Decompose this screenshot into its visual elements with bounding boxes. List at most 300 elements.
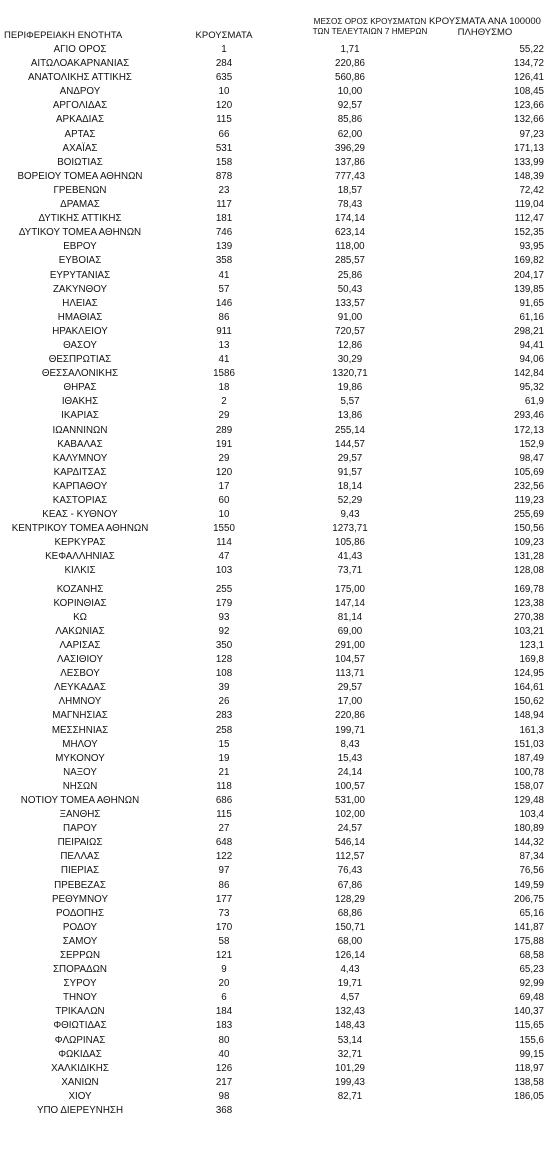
cell-cases: 283: [215, 710, 233, 722]
table-row: [0, 864, 560, 878]
cell-cases: 911: [216, 325, 232, 337]
cell-cases: 66: [218, 128, 230, 140]
table-row: [0, 395, 560, 409]
cell-seven-day-average: 1,71: [340, 44, 360, 55]
cell-cases: 114: [216, 537, 232, 549]
cell-per-100000: 98,47: [519, 452, 544, 464]
cell-seven-day-average: 623,14: [335, 227, 365, 239]
cell-cases: 15: [218, 738, 230, 750]
cell-per-100000: 91,65: [519, 297, 544, 309]
cell-region: ΑΝΑΤΟΛΙΚΗΣ ΑΤΤΙΚΗΣ: [28, 72, 132, 84]
cell-region: ΧΑΝΙΩΝ: [61, 1076, 99, 1088]
cell-seven-day-average: 285,57: [335, 255, 365, 267]
table-row: [0, 836, 560, 850]
cell-seven-day-average: 1273,71: [332, 523, 368, 535]
cell-region: ΒΟΙΩΤΙΑΣ: [57, 156, 103, 168]
cell-region: ΑΡΓΟΛΙΔΑΣ: [52, 100, 108, 112]
cell-per-100000: 61,9: [524, 396, 544, 408]
cell-region: ΑΧΑΪΑΣ: [62, 142, 98, 154]
cell-seven-day-average: 25,86: [337, 269, 363, 281]
cell-region: ΣΕΡΡΩΝ: [59, 950, 101, 961]
cell-cases: 29: [218, 452, 230, 464]
cell-per-100000: 132,66: [514, 114, 544, 126]
cell-region: ΓΡΕΒΕΝΩΝ: [53, 184, 107, 196]
table-row: [0, 597, 560, 611]
table-row: [0, 752, 560, 766]
cell-seven-day-average: 50,43: [337, 283, 363, 295]
table-row: [0, 297, 560, 311]
table-row: [0, 283, 560, 297]
cell-seven-day-average: 128,29: [335, 893, 365, 905]
table-row: [0, 1005, 560, 1019]
cell-cases: 1: [221, 44, 227, 55]
cell-cases: 121: [215, 950, 233, 961]
cell-seven-day-average: 24,57: [337, 823, 363, 835]
cell-region: ΦΩΚΙΔΑΣ: [58, 1048, 102, 1060]
cell-cases: 170: [215, 921, 233, 933]
cell-seven-day-average: 91,57: [337, 466, 363, 478]
cell-cases: 10: [218, 86, 230, 98]
cell-region: ΠΡΕΒΕΖΑΣ: [54, 879, 106, 891]
table-row: [0, 780, 560, 794]
cell-per-100000: 133,99: [514, 156, 544, 168]
table-row: [0, 452, 560, 466]
cell-seven-day-average: 9,43: [340, 509, 360, 521]
table-row: [0, 466, 560, 480]
cell-cases: 146: [215, 297, 233, 309]
cell-seven-day-average: 67,86: [337, 879, 363, 891]
cell-seven-day-average: 82,71: [337, 1090, 363, 1102]
cell-per-100000: 270,38: [514, 611, 544, 623]
cell-seven-day-average: 18,57: [337, 184, 363, 196]
cell-cases: 118: [216, 780, 232, 792]
cell-seven-day-average: 150,71: [335, 921, 365, 933]
cell-seven-day-average: 29,57: [337, 682, 363, 694]
table-row: [0, 1019, 560, 1033]
cell-cases: 368: [215, 1105, 233, 1117]
cell-region: ΣΥΡΟΥ: [63, 978, 97, 990]
cell-seven-day-average: 4,43: [340, 964, 360, 976]
table-row: [0, 583, 560, 597]
cell-per-100000: 129,48: [514, 794, 544, 806]
cell-region: ΖΑΚΥΝΘΟΥ: [52, 283, 108, 295]
table-row: [0, 522, 560, 536]
cell-seven-day-average: 220,86: [335, 710, 365, 722]
cell-per-100000: 142,84: [514, 368, 544, 380]
cell-per-100000: 94,06: [519, 354, 544, 366]
cell-per-100000: 123,1: [519, 639, 544, 651]
cell-region: ΚΑΡΔΙΤΣΑΣ: [53, 466, 107, 478]
cell-region: ΘΕΣΠΡΩΤΙΑΣ: [48, 354, 112, 366]
cell-seven-day-average: 1320,71: [332, 368, 368, 380]
table-row: [0, 564, 560, 578]
cell-cases: 1586: [213, 368, 235, 380]
cell-cases: 21: [218, 766, 230, 778]
table-row: [0, 212, 560, 226]
cell-seven-day-average: 76,43: [337, 865, 363, 877]
cell-region: ΛΕΣΒΟΥ: [60, 668, 100, 680]
table-row: [0, 128, 560, 142]
cell-seven-day-average: 62,00: [337, 128, 363, 140]
cell-per-100000: 87,34: [519, 851, 544, 863]
cell-cases: 126: [215, 1062, 233, 1074]
cell-per-100000: 123,38: [514, 597, 544, 609]
cell-per-100000: 119,23: [514, 495, 544, 506]
table-row: [0, 71, 560, 85]
table-row: [0, 921, 560, 935]
cell-cases: 40: [218, 1048, 230, 1060]
cell-per-100000: 95,32: [519, 382, 544, 394]
cell-seven-day-average: 126,14: [335, 950, 365, 961]
cell-seven-day-average: 137,86: [335, 156, 365, 168]
cell-cases: 103: [215, 565, 233, 577]
cell-cases: 23: [218, 184, 230, 196]
table-row: [0, 156, 560, 170]
cell-region: ΔΡΑΜΑΣ: [60, 199, 100, 211]
cell-per-100000: 68,58: [519, 950, 544, 961]
table-row: [0, 879, 560, 893]
table-row: [0, 808, 560, 822]
cell-seven-day-average: 175,00: [335, 583, 365, 595]
cell-cases: 1550: [213, 523, 235, 535]
table-row: [0, 991, 560, 1005]
cell-region: ΝΑΞΟΥ: [63, 766, 97, 778]
cell-cases: 10: [218, 509, 230, 521]
cell-cases: 97: [218, 865, 230, 877]
cell-seven-day-average: 101,29: [335, 1062, 365, 1074]
table-row: [0, 653, 560, 667]
cell-per-100000: 109,23: [514, 537, 544, 549]
cell-region: ΑΡΤΑΣ: [64, 128, 96, 140]
cell-cases: 115: [216, 809, 232, 821]
table-row: [0, 367, 560, 381]
cell-seven-day-average: 546,14: [335, 837, 365, 849]
cell-cases: 17: [218, 480, 230, 492]
cell-region: ΚΕΦΑΛΛΗΝΙΑΣ: [45, 551, 115, 563]
cell-per-100000: 76,56: [519, 865, 544, 877]
cell-cases: 350: [215, 639, 233, 651]
cell-cases: 2: [221, 396, 227, 408]
cell-cases: 41: [218, 269, 230, 281]
cell-region: ΧΑΛΚΙΔΙΚΗΣ: [51, 1062, 109, 1074]
cell-seven-day-average: 220,86: [335, 58, 365, 70]
cell-region: ΘΕΣΣΑΛΟΝΙΚΗΣ: [41, 368, 119, 380]
cell-region: ΗΡΑΚΛΕΙΟΥ: [52, 325, 108, 337]
table-row: [0, 536, 560, 550]
table-row: [0, 907, 560, 921]
cell-cases: 179: [215, 597, 233, 609]
cell-region: ΔΥΤΙΚΗΣ ΑΤΤΙΚΗΣ: [38, 213, 122, 225]
table-row: [0, 339, 560, 353]
cell-per-100000: 172,13: [514, 424, 544, 436]
table-row: [0, 709, 560, 723]
cell-seven-day-average: 24,14: [337, 766, 363, 778]
cell-per-100000: 204,17: [514, 269, 544, 281]
cell-cases: 9: [221, 964, 227, 976]
cell-cases: 86: [218, 311, 230, 323]
header-per-100000: [415, 16, 555, 38]
table-row: [0, 113, 560, 127]
cell-region: ΣΠΟΡΑΔΩΝ: [52, 964, 108, 976]
cell-seven-day-average: 19,71: [337, 978, 363, 990]
cell-per-100000: 139,85: [514, 283, 544, 295]
cell-per-100000: 171,13: [514, 142, 544, 154]
cell-per-100000: 65,23: [519, 964, 544, 976]
cell-seven-day-average: 105,86: [335, 537, 365, 549]
cell-per-100000: 164,61: [514, 682, 544, 694]
cell-cases: 47: [218, 551, 230, 563]
table-row: [0, 935, 560, 949]
cell-cases: 120: [215, 100, 233, 112]
cell-per-100000: 134,72: [514, 58, 544, 70]
cell-cases: 878: [215, 170, 233, 182]
cell-region: ΤΗΝΟΥ: [63, 992, 97, 1004]
cell-per-100000: 124,95: [514, 668, 544, 680]
cell-per-100000: 293,46: [514, 410, 544, 422]
cell-seven-day-average: 777,43: [335, 170, 365, 182]
cell-per-100000: 115,65: [514, 1020, 544, 1032]
cell-per-100000: 100,78: [514, 766, 544, 778]
cell-seven-day-average: 132,43: [335, 1006, 365, 1018]
cell-region: ΚΑΛΥΜΝΟΥ: [52, 452, 108, 464]
cell-per-100000: 150,62: [514, 696, 544, 708]
cell-cases: 258: [215, 724, 233, 736]
cell-cases: 120: [215, 466, 233, 478]
cell-seven-day-average: 32,71: [337, 1048, 363, 1060]
cell-region: ΚΕΡΚΥΡΑΣ: [54, 537, 106, 549]
cell-seven-day-average: 68,00: [337, 935, 363, 947]
table-row: [0, 424, 560, 438]
cell-cases: 122: [215, 851, 233, 863]
cell-seven-day-average: 255,14: [335, 424, 365, 436]
cell-region: ΧΙΟΥ: [68, 1090, 92, 1102]
cell-per-100000: 138,58: [514, 1076, 544, 1088]
cell-per-100000: 65,16: [519, 907, 544, 919]
cell-region: ΚΑΣΤΟΡΙΑΣ: [52, 495, 108, 506]
cell-per-100000: 112,47: [514, 213, 544, 225]
cell-region: ΜΗΛΟΥ: [62, 738, 98, 750]
cell-seven-day-average: 104,57: [335, 654, 365, 666]
cell-per-100000: 161,3: [519, 724, 544, 736]
table-row: [0, 254, 560, 268]
cell-region: ΠΑΡΟΥ: [63, 823, 97, 835]
cell-region: ΚΑΡΠΑΘΟΥ: [52, 480, 108, 492]
table-row: [0, 550, 560, 564]
cell-region: ΞΑΝΘΗΣ: [59, 809, 101, 821]
cell-per-100000: 148,94: [514, 710, 544, 722]
table-row: [0, 695, 560, 709]
header-avg-line-1: ΜΕΣΟΣ ΟΡΟΣ ΚΡΟΥΣΜΑΤΩΝ: [313, 17, 427, 26]
table-row: [0, 766, 560, 780]
cell-seven-day-average: 720,57: [335, 325, 365, 337]
table-row: [0, 438, 560, 452]
cell-seven-day-average: 52,29: [337, 495, 363, 506]
cell-per-100000: 119,04: [514, 199, 544, 211]
cell-seven-day-average: 85,86: [337, 114, 363, 126]
table-row: [0, 325, 560, 339]
cell-per-100000: 158,07: [514, 780, 544, 792]
cell-cases: 29: [218, 410, 230, 422]
cell-cases: 58: [218, 935, 230, 947]
cell-region: ΚΑΒΑΛΑΣ: [57, 438, 103, 450]
cell-cases: 80: [218, 1034, 230, 1046]
cell-cases: 358: [215, 255, 233, 267]
cell-cases: 20: [218, 978, 230, 990]
cell-per-100000: 155,6: [519, 1034, 544, 1046]
cell-per-100000: 187,49: [514, 752, 544, 764]
cell-region: ΛΗΜΝΟΥ: [58, 696, 102, 708]
cell-per-100000: 92,99: [519, 978, 544, 990]
cell-per-100000: 72,42: [519, 184, 544, 196]
cell-cases: 686: [215, 794, 233, 806]
cell-seven-day-average: 78,43: [337, 199, 363, 211]
cell-seven-day-average: 91,00: [337, 311, 363, 323]
cell-cases: 183: [215, 1020, 233, 1032]
table-row: [0, 226, 560, 240]
table-row: [0, 198, 560, 212]
cell-region: ΛΑΡΙΣΑΣ: [59, 639, 101, 651]
cell-cases: 648: [215, 837, 233, 849]
cell-region: ΗΛΕΙΑΣ: [62, 297, 98, 309]
cell-cases: 284: [215, 58, 233, 70]
cell-seven-day-average: 19,86: [337, 382, 363, 394]
cell-per-100000: 93,95: [519, 241, 544, 253]
cell-region: ΜΥΚΟΝΟΥ: [55, 752, 105, 764]
cell-cases: 181: [215, 213, 233, 225]
cell-seven-day-average: 8,43: [340, 738, 360, 750]
header-cases: ΚΡΟΥΣΜΑΤΑ: [195, 30, 253, 41]
cell-per-100000: 180,89: [514, 823, 544, 835]
cell-per-100000: 108,45: [514, 86, 544, 98]
cell-seven-day-average: 396,29: [335, 142, 365, 154]
table-row: [0, 893, 560, 907]
cell-cases: 57: [218, 283, 230, 295]
cell-region: ΒΟΡΕΙΟΥ ΤΟΜΕΑ ΑΘΗΝΩΝ: [17, 170, 143, 182]
cell-cases: 191: [215, 438, 233, 450]
table-row: [0, 240, 560, 254]
cell-seven-day-average: 18,14: [337, 480, 363, 492]
cell-region: ΡΕΘΥΜΝΟΥ: [52, 893, 108, 905]
cell-region: ΥΠΟ ΔΙΕΡΕΥΝΗΣΗ: [36, 1105, 124, 1117]
header-per-line-2: ΠΛΗΘΥΣΜΟ: [457, 27, 513, 38]
cell-seven-day-average: 291,00: [335, 639, 365, 651]
cell-per-100000: 141,87: [514, 921, 544, 933]
cell-cases: 255: [215, 583, 233, 595]
cell-region: ΠΕΙΡΑΙΩΣ: [57, 837, 103, 849]
table-row: [0, 1062, 560, 1076]
cell-region: ΦΛΩΡΙΝΑΣ: [54, 1034, 106, 1046]
table-row: [0, 1090, 560, 1104]
table-row: [0, 480, 560, 494]
cell-per-100000: 97,23: [519, 128, 544, 140]
cell-cases: 6: [221, 992, 227, 1004]
table-row: [0, 1034, 560, 1048]
cell-cases: 39: [218, 682, 230, 694]
table-row: [0, 269, 560, 283]
cell-region: ΙΘΑΚΗΣ: [61, 396, 99, 408]
cell-region: ΕΒΡΟΥ: [63, 241, 97, 253]
table-row: [0, 142, 560, 156]
cell-region: ΜΑΓΝΗΣΙΑΣ: [52, 710, 108, 722]
cell-seven-day-average: 15,43: [337, 752, 363, 764]
header-avg-line-2: ΤΩΝ ΤΕΛΕΥΤΑΙΩΝ 7 ΗΜΕΡΩΝ: [312, 27, 428, 36]
cell-region: ΝΗΣΩΝ: [62, 780, 98, 792]
cell-cases: 73: [218, 907, 230, 919]
table-row: [0, 99, 560, 113]
cell-region: ΕΥΒΟΙΑΣ: [58, 255, 102, 267]
cell-cases: 98: [218, 1090, 230, 1102]
cell-region: ΚΕΑΣ - ΚΥΘΝΟΥ: [42, 509, 118, 521]
table-row: [0, 949, 560, 963]
cell-seven-day-average: 68,86: [337, 907, 363, 919]
cell-per-100000: 169,82: [514, 255, 544, 267]
cell-seven-day-average: 5,57: [340, 396, 360, 408]
cell-seven-day-average: 17,00: [337, 696, 363, 708]
cell-cases: 19: [218, 752, 230, 764]
cell-region: ΦΘΙΩΤΙΔΑΣ: [53, 1020, 107, 1032]
cell-seven-day-average: 29,57: [337, 452, 363, 464]
cell-cases: 139: [215, 241, 233, 253]
cell-cases: 117: [216, 199, 232, 211]
table-row: [0, 1104, 560, 1118]
header-per-line-1: ΚΡΟΥΣΜΑΤΑ ΑΝΑ 100000: [429, 16, 541, 27]
cell-per-100000: 152,35: [514, 227, 544, 239]
cell-per-100000: 118,97: [514, 1062, 544, 1074]
cell-seven-day-average: 10,00: [337, 86, 363, 98]
table-row: [0, 681, 560, 695]
cell-cases: 635: [215, 72, 233, 84]
cell-cases: 531: [215, 142, 233, 154]
cell-region: ΙΚΑΡΙΑΣ: [61, 410, 99, 422]
cell-seven-day-average: 69,00: [337, 625, 363, 637]
cell-seven-day-average: 102,00: [335, 809, 365, 821]
table-row: [0, 963, 560, 977]
cell-region: ΑΙΤΩΛΟΑΚΑΡΝΑΝΙΑΣ: [30, 58, 130, 70]
table-row: [0, 724, 560, 738]
cell-region: ΡΟΔΟΥ: [62, 921, 98, 933]
cell-cases: 108: [215, 668, 233, 680]
cell-cases: 177: [215, 893, 233, 905]
cell-region: ΕΥΡΥΤΑΝΙΑΣ: [49, 269, 111, 281]
cell-seven-day-average: 560,86: [335, 72, 365, 84]
cell-cases: 217: [215, 1076, 233, 1088]
cell-seven-day-average: 531,00: [335, 794, 365, 806]
cell-region: ΤΡΙΚΑΛΩΝ: [55, 1006, 105, 1018]
cell-seven-day-average: 12,86: [337, 339, 363, 351]
cell-seven-day-average: 112,57: [335, 851, 365, 863]
cell-per-100000: 206,75: [514, 893, 544, 905]
cell-seven-day-average: 113,71: [335, 668, 365, 680]
cell-cases: 115: [216, 114, 232, 126]
table-row: [0, 738, 560, 752]
cell-seven-day-average: 118,00: [335, 241, 365, 253]
cell-region: ΚΙΛΚΙΣ: [64, 565, 96, 577]
cell-region: ΛΑΚΩΝΙΑΣ: [55, 625, 105, 637]
cell-cases: 92: [218, 625, 230, 637]
cell-seven-day-average: 81,14: [337, 611, 363, 623]
table-row: [0, 794, 560, 808]
cell-per-100000: 175,88: [514, 935, 544, 947]
cell-seven-day-average: 199,43: [335, 1076, 365, 1088]
cell-region: ΑΝΔΡΟΥ: [59, 86, 101, 98]
table-row: [0, 977, 560, 991]
cell-cases: 158: [215, 156, 233, 168]
cell-seven-day-average: 30,29: [337, 354, 363, 366]
cell-region: ΔΥΤΙΚΟΥ ΤΟΜΕΑ ΑΘΗΝΩΝ: [18, 227, 142, 239]
cell-region: ΡΟΔΟΠΗΣ: [55, 907, 105, 919]
cell-seven-day-average: 41,43: [337, 551, 363, 563]
cell-per-100000: 169,78: [514, 583, 544, 595]
